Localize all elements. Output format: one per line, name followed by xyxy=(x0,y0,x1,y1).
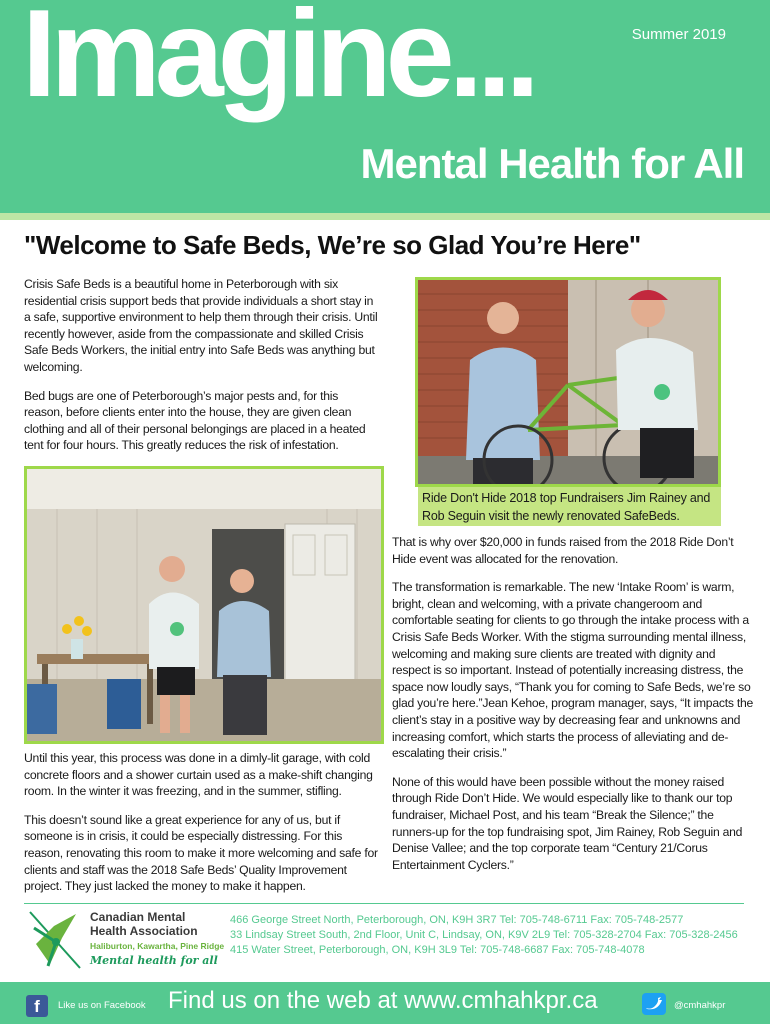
org-region: Haliburton, Kawartha, Pine Ridge xyxy=(90,941,225,951)
facebook-icon[interactable]: f xyxy=(26,995,48,1017)
paragraph: The transformation is remarkable. The new ‘Intake Room’ is warm, bright, clean and welcoming, with a private changeroom and comfortable seating for clients to go through the intake process with a Crisis Safe Beds Worker. With the stigma surrounding mental illness, welcoming and making sure clients are treated with dignity and respect is so important. Instead of potentially increasing distress, the space now loudly says, “Thank you for coming to Safe Beds, we’re so glad you’re here.”Jean Kehoe, program manager, says, “It impacts the client’s stay in a positive way by decreasing fear and unknowns and increasing comfort, which starts the process of alleviating and de-escalating their crisis.” xyxy=(392,580,754,761)
org-name-line1: Canadian Mental xyxy=(90,910,186,924)
twitter-handle[interactable]: @cmhahkpr xyxy=(674,1000,726,1011)
photo-intake-room xyxy=(24,466,384,744)
paragraph: None of this would have been possible without the money raised through Ride Don’t Hide. We would especially like to thank our top fundraiser, Michael Post, and his team “Break the Silence;” the runners-up for the top fundraising spot, Jim Rainey, Rob Seguin and Denise Vallee; and the top corporate team “Century 21/Corus Entertainment Cyclers.” xyxy=(392,774,743,872)
org-slogan: Mental health for all xyxy=(90,954,218,967)
issue-date: Summer 2019 xyxy=(631,26,726,43)
header-divider xyxy=(0,213,770,220)
article-headline: "Welcome to Safe Beds, We’re so Glad You’re Here" xyxy=(24,230,641,260)
facebook-link[interactable]: Like us on Facebook xyxy=(58,1000,146,1011)
twitter-icon[interactable] xyxy=(642,993,666,1015)
article-column-left-bottom xyxy=(24,750,380,907)
paragraph: Bed bugs are one of Peterborough’s major pests and, for this reason, before clients enter into the house, they are given clean clothing and all of their personal belongings are placed in a heated tent for four hours. This greatly reduces the risk of infestation. xyxy=(24,388,366,453)
org-name-line2: Health Association xyxy=(90,924,198,938)
paragraph: This doesn’t sound like a great experience for any of us, but if someone is in crisis, it could be especially distressing. For this reason, renovating this room to make it more welcoming and safe for clients and staff was the 2018 Safe Beds’ Quality Improvement project. They just lacked the money to make it happen. xyxy=(24,812,378,894)
intake-room-photo-image xyxy=(27,469,381,741)
paragraph: That is why over $20,000 in funds raised from the 2018 Ride Don’t Hide event was allocated for the renovation. xyxy=(392,535,734,566)
address-line: 33 Lindsay Street South, 2nd Floor, Unit C, Lindsay, ON, K9V 2L9 Tel: 705-328-2704 Fax: 705-328-2456 xyxy=(230,929,738,941)
office-addresses xyxy=(230,913,738,958)
photo-caption: Ride Don't Hide 2018 top Fundraisers Jim Rainey and Rob Seguin visit the newly renovated SafeBeds. xyxy=(418,487,721,526)
address-line: 415 Water Street, Peterborough, ON, K9H 3L9 Tel: 705-748-6687 Fax: 705-748-4078 xyxy=(230,944,645,956)
paragraph: Crisis Safe Beds is a beautiful home in Peterborough with six residential crisis support beds that provide individuals a short stay in a safe, supportive environment to help them through their crisis. Until recently however, aside from the compassionate and skilled Crisis Safe Beds Workers, the initial entry into Safe Beds was anything but welcoming. xyxy=(24,277,378,374)
masthead-banner xyxy=(0,0,770,213)
cmha-logo xyxy=(26,908,226,972)
footer-divider xyxy=(24,903,744,904)
website-link[interactable]: Find us on the web at www.cmhahkpr.ca xyxy=(168,987,598,1014)
photo-fundraisers-with-bike xyxy=(415,277,721,487)
address-line: 466 George Street North, Peterborough, ON, K9H 3R7 Tel: 705-748-6711 Fax: 705-748-2577 xyxy=(230,914,684,926)
masthead-title: Imagine... xyxy=(22,0,534,123)
masthead-tagline: Mental Health for All xyxy=(360,140,744,187)
cmha-logo-mark-icon xyxy=(26,908,84,972)
article-column-left-top xyxy=(24,276,380,466)
paragraph: Until this year, this process was done in a dimly-lit garage, with cold concrete floors and a shower curtain used as a make-shift changing room. In the winter it was freezing, and in the summer, stifling. xyxy=(24,751,373,799)
footer-bar xyxy=(0,982,770,1024)
fundraisers-photo-image xyxy=(418,280,718,484)
article-column-right xyxy=(392,534,754,885)
